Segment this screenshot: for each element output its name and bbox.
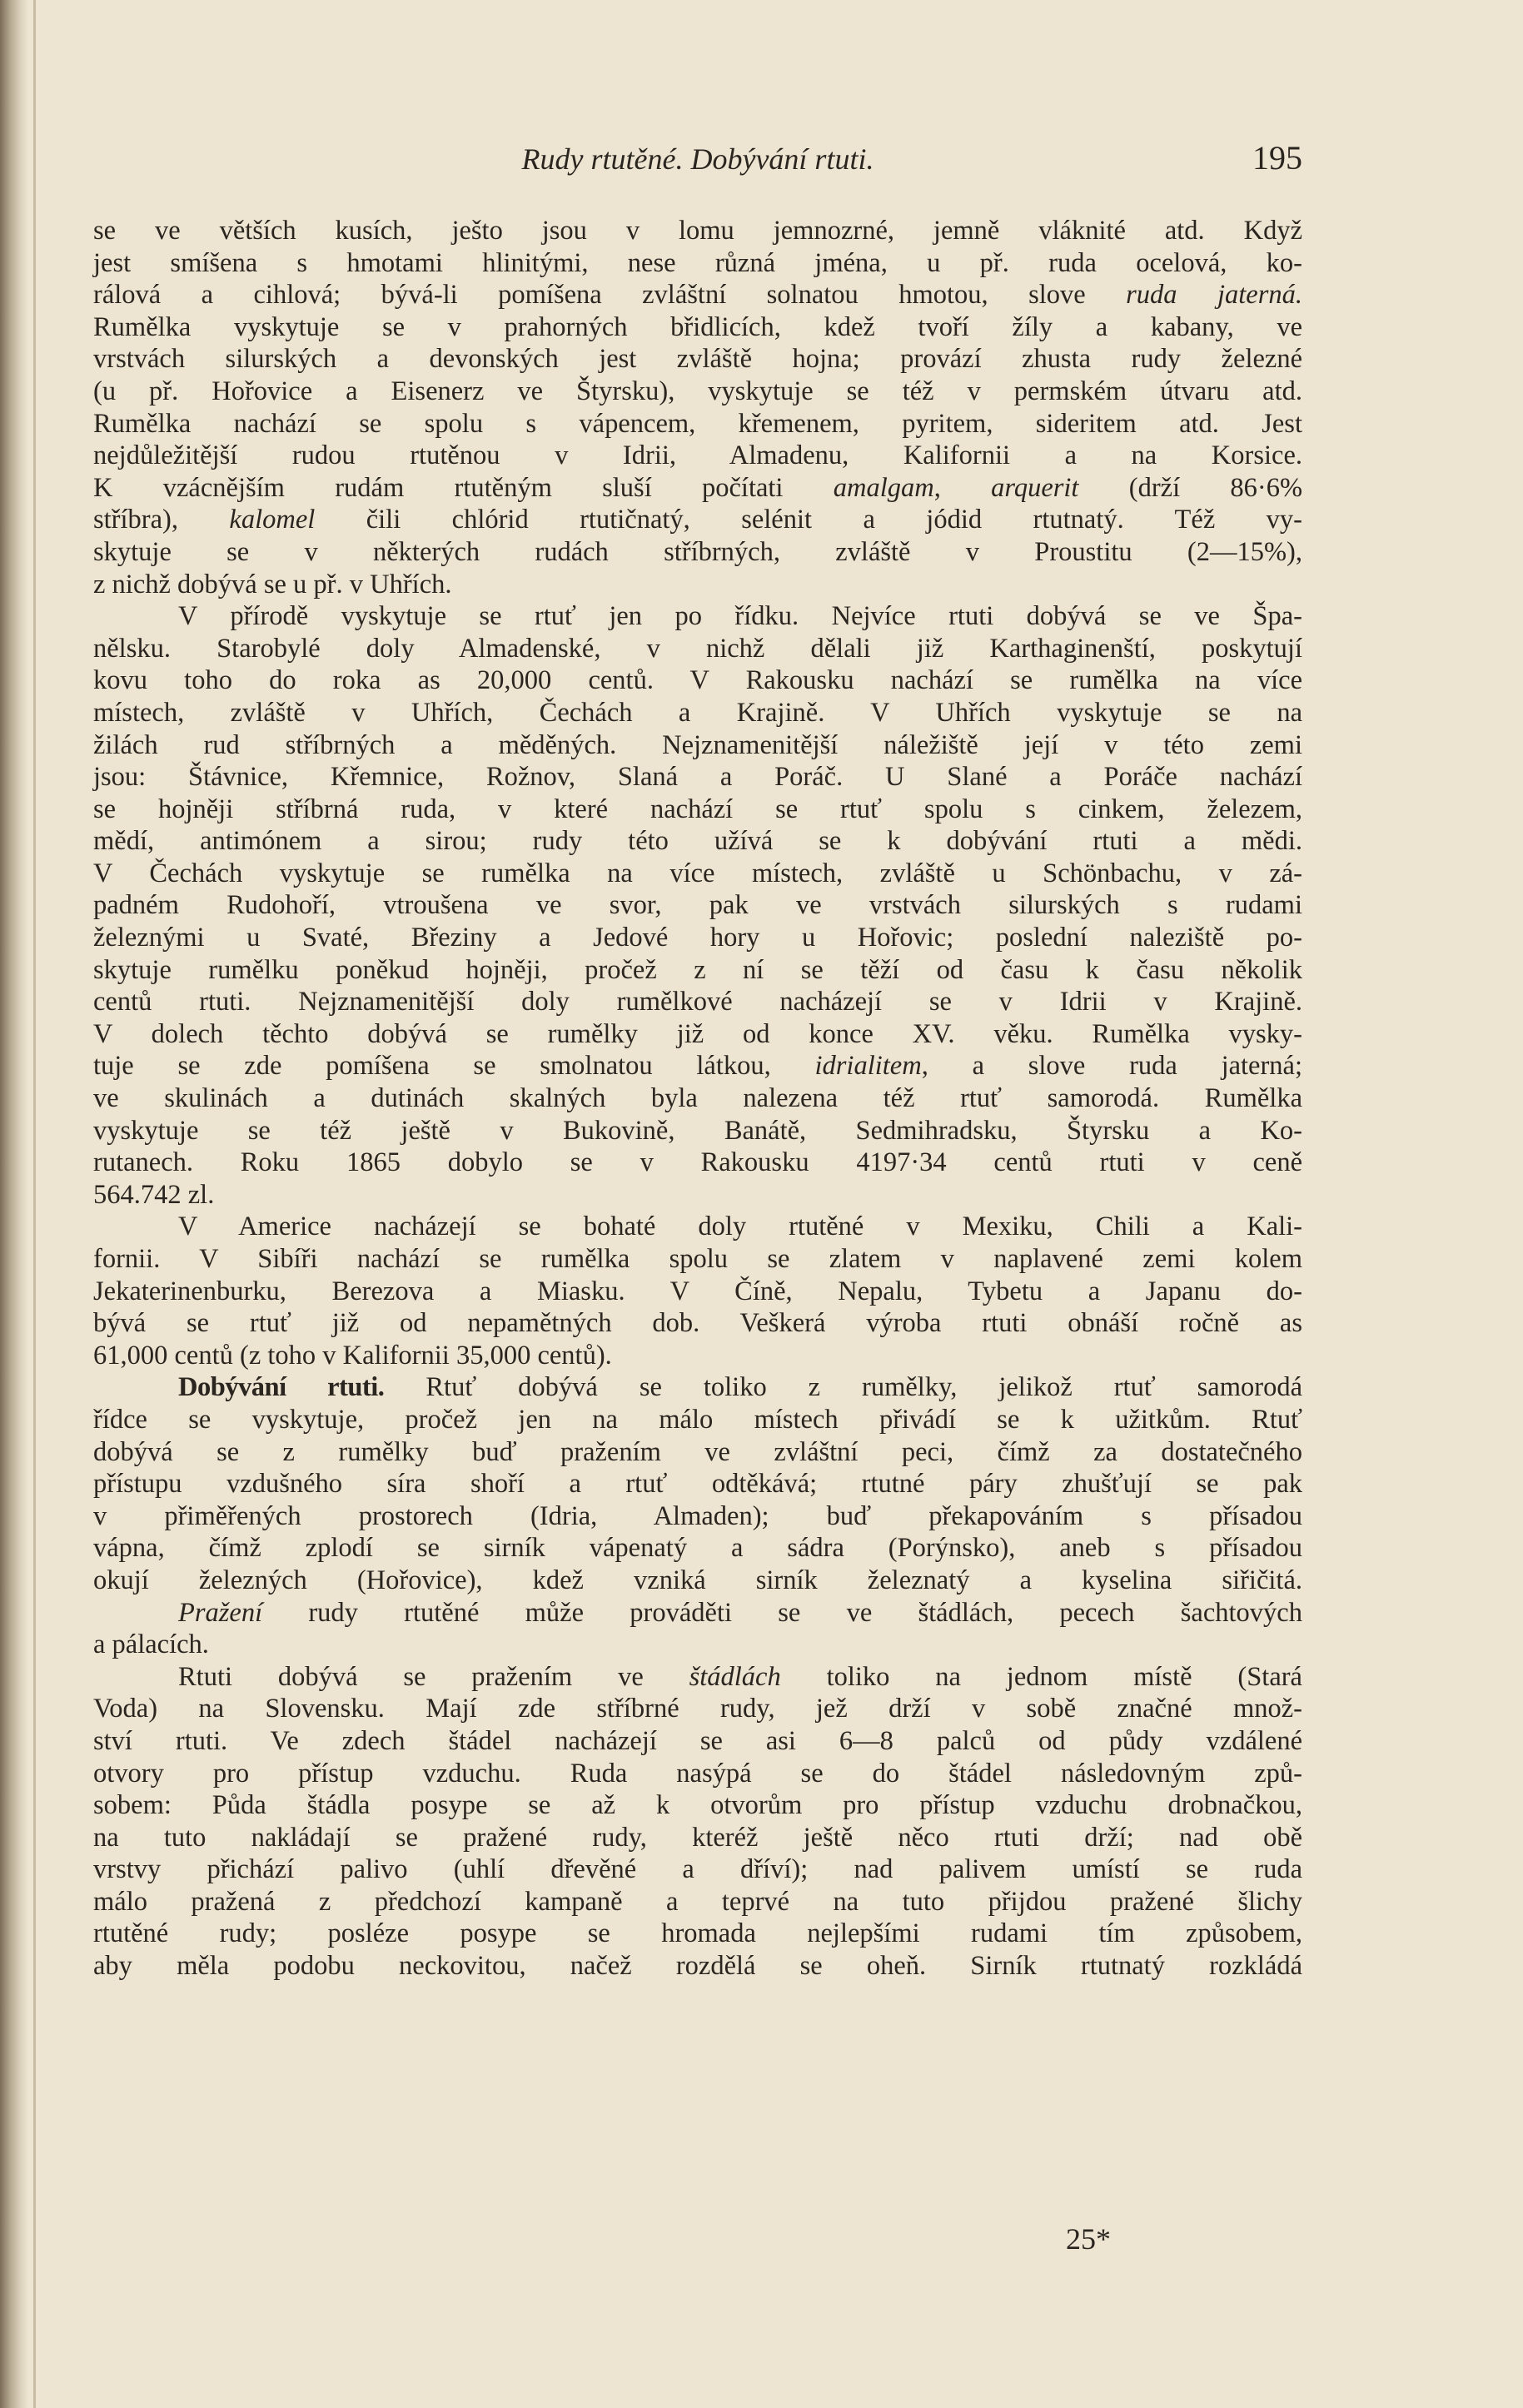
text-line: kovu toho do roka as 20,000 centů. V Rakousku nachází se rumělka na více <box>93 665 1302 696</box>
text-line: 61,000 centů (z toho v Kalifornii 35,000 centů). <box>93 1340 612 1371</box>
text-line: padném Rudohoří, vtroušena ve svor, pak ve vrstvách silurských s rudami <box>93 890 1302 921</box>
text-line: aby měla podobu neckovitou, načež rozdělá se oheň. Sirník rtutnatý rozkládá <box>93 1951 1302 1982</box>
text-span: čili chlórid rtutičnatý, selénit a jódid rtutnatý. Též vy- <box>315 505 1302 535</box>
text-span: (drží 86·6% <box>1078 472 1303 503</box>
text-line: Rumělka nachází se spolu s vápencem, křemenem, pyritem, sideritem atd. Jest <box>93 408 1302 439</box>
text-line: centů rtuti. Nejznamenitější doly rumělkové nacházejí se v Idrii v Krajině. <box>93 987 1302 1017</box>
text-line: se hojněji stříbrná ruda, v které nachází se rtuť spolu s cinkem, železem, <box>93 794 1302 824</box>
text-line: ství rtuti. Ve zdech štádel nacházejí se asi 6—8 palců od půdy vzdálené <box>93 1725 1302 1756</box>
text-line: mědí, antimónem a sirou; rudy této užívá se k dobývání rtuti a mědi. <box>93 826 1302 857</box>
text-line: se ve větších kusích, ješto jsou v lomu jemnozrné, jemně vláknité atd. Když <box>93 216 1302 246</box>
text-line: Rumělka vyskytuje se v prahorných břidlicích, kdež tvoří žíly a kabany, ve <box>93 311 1302 342</box>
emphasis-term: ruda jaterná. <box>1126 280 1303 311</box>
running-head <box>93 133 1302 183</box>
text-line: 564.742 zl. <box>93 1179 215 1210</box>
text-line <box>93 279 1302 311</box>
emphasis-term: štádlách <box>689 1661 781 1692</box>
running-title: Rudy rtutěné. Dobývání rtuti. <box>521 142 874 176</box>
text-line: žilách rud stříbrných a měděných. Nejznamenitější náležiště její v této zemi <box>93 729 1302 760</box>
text-line: přístupu vzdušného síra shoří a rtuť odtěkává; rtutné páry zhušťují se pak <box>93 1469 1302 1500</box>
text-line <box>93 504 1302 536</box>
text-line: V přírodě vyskytuje se rtuť jen po řídku. Nejvíce rtuti dobývá se ve Špa- <box>178 601 1302 632</box>
section-heading: Dobývání rtuti. <box>178 1372 385 1403</box>
emphasis-term: Pražení <box>178 1597 263 1628</box>
text-span: stříbra), <box>93 505 230 535</box>
text-line: bývá se rtuť již od nepamětných dob. Veškerá výroba rtuti obnáší ročně as <box>93 1308 1302 1339</box>
text-span: , a slove ruda jaterná; <box>921 1051 1303 1082</box>
text-line <box>93 472 1302 505</box>
text-line: rutanech. Roku 1865 dobylo se v Rakousku 4197·34 centů rtuti v ceně <box>93 1147 1302 1178</box>
text-line: V dolech těchto dobývá se rumělky již od konce XV. věku. Rumělka vysky- <box>93 1018 1302 1049</box>
text-line <box>93 1597 1302 1629</box>
emphasis-term: idrialitem <box>814 1051 922 1082</box>
text-line: z nichž dobývá se u př. v Uhřích. <box>93 569 452 600</box>
text-line: skytuje se v některých rudách stříbrných, zvláště v Proustitu (2—15%), <box>93 536 1302 567</box>
text-line: v přiměřených prostorech (Idria, Almaden); buď překapováním s přísadou <box>93 1500 1302 1531</box>
text-line: vyskytuje se též ještě v Bukovině, Banátě, Sedmihradsku, Štyrsku a Ko- <box>93 1115 1302 1146</box>
text-line: Jekaterinenburku, Berezova a Miasku. V Číně, Nepalu, Tybetu a Japanu do- <box>93 1276 1302 1306</box>
text-span: , <box>933 472 992 503</box>
text-line: ve skulinách a dutinách skalných byla nalezena též rtuť samorodá. Rumělka <box>93 1083 1302 1114</box>
text-line: vrstvy přichází palivo (uhlí dřevěné a dříví); nad palivem umístí se ruda <box>93 1854 1302 1885</box>
text-line: (u př. Hořovice a Eisenerz ve Štyrsku), vyskytuje se též v permském útvaru atd. <box>93 376 1302 406</box>
text-line <box>93 1050 1302 1082</box>
text-line: místech, zvláště v Uhřích, Čechách a Krajině. V Uhřích vyskytuje se na <box>93 697 1302 728</box>
text-line: fornii. V Sibíři nachází se rumělka spolu se zlatem v naplavené zemi kolem <box>93 1244 1302 1274</box>
text-line: málo pražená z předchozí kampaně a teprvé na tuto přijdou pražené šlichy <box>93 1886 1302 1917</box>
emphasis-term: kalomel <box>229 505 316 535</box>
text-span: K vzácnějším rudám rtutěným sluší počítati <box>93 472 834 503</box>
text-line: vápna, čímž zplodí se sirník vápenatý a sádra (Porýnsko), aneb s přísadou <box>93 1533 1302 1564</box>
text-span: rálová a cihlová; bývá-li pomíšena zvláštní solnatou hmotou, slove <box>93 280 1127 311</box>
text-line <box>93 1661 1302 1694</box>
text-line: rtutěné rudy; posléze posype se hromada nejlepšími rudami tím způsobem, <box>93 1918 1302 1949</box>
text-line: vrstvách silurských a devonských jest zvláště hojna; provází zhusta rudy železné <box>93 344 1302 375</box>
binding-shadow <box>0 0 28 2408</box>
page-number: 195 <box>1252 139 1302 177</box>
text-line: okují železných (Hořovice), kdež vzniká sirník železnatý a kyselina siřičitá. <box>93 1565 1302 1595</box>
text-line: V Americe nacházejí se bohaté doly rtutěné v Mexiku, Chili a Kali- <box>178 1211 1302 1242</box>
text-line: nejdůležitější rudou rtutěnou v Idrii, Almadenu, Kalifornii a na Korsice. <box>93 440 1302 471</box>
text-line: V Čechách vyskytuje se rumělka na více místech, zvláště u Schönbachu, v zá- <box>93 858 1302 888</box>
text-span: Rtuti dobývá se pražením ve <box>178 1661 689 1692</box>
body-text <box>93 215 1302 1983</box>
emphasis-term: amalgam <box>833 472 934 503</box>
text-line: a pálacích. <box>93 1629 209 1660</box>
text-line: Voda) na Slovensku. Mají zde stříbrné rudy, jež drží v sobě značné množ- <box>93 1694 1302 1724</box>
signature-mark: 25* <box>1066 2222 1111 2256</box>
text-line: jest smíšena s hmotami hlinitými, nese různá jména, u př. ruda ocelová, ko- <box>93 247 1302 278</box>
text-line <box>93 1371 1302 1404</box>
text-span: tuje se zde pomíšena se smolnatou látkou, <box>93 1051 815 1082</box>
text-span: rudy rtutěné může prováděti se ve štádlách, pecech šachtových <box>262 1597 1302 1628</box>
text-span: toliko na jednom místě (Stará <box>780 1661 1302 1692</box>
text-line: sobem: Půda štádla posype se až k otvorům pro přístup vzduchu drobnačkou, <box>93 1790 1302 1821</box>
emphasis-term: arquerit <box>991 472 1079 503</box>
text-line: dobývá se z rumělky buď pražením ve zvláštní peci, čímž za dostatečného <box>93 1436 1302 1467</box>
text-line: železnými u Svaté, Březiny a Jedové hory u Hořovic; poslední naleziště po- <box>93 923 1302 953</box>
text-span: Rtuť dobývá se toliko z rumělky, jelikož rtuť samorodá <box>384 1372 1303 1403</box>
text-line: nělsku. Starobylé doly Almadenské, v nichž dělali již Karthaginenští, poskytují <box>93 633 1302 664</box>
text-line: řídce se vyskytuje, pročež jen na málo místech přivádí se k užitkům. Rtuť <box>93 1404 1302 1435</box>
text-line: jsou: Štávnice, Křemnice, Rožnov, Slaná a Poráč. U Slané a Poráče nachází <box>93 762 1302 793</box>
text-line: otvory pro přístup vzduchu. Ruda nasýpá se do štádel následovným způ- <box>93 1758 1302 1789</box>
binding-line <box>33 0 36 2408</box>
text-line: skytuje rumělku poněkud hojněji, pročež z ní se těží od času k času několik <box>93 954 1302 985</box>
text-line: na tuto nakládají se pražené rudy, kteréž ještě něco rtuti drží; nad obě <box>93 1822 1302 1853</box>
